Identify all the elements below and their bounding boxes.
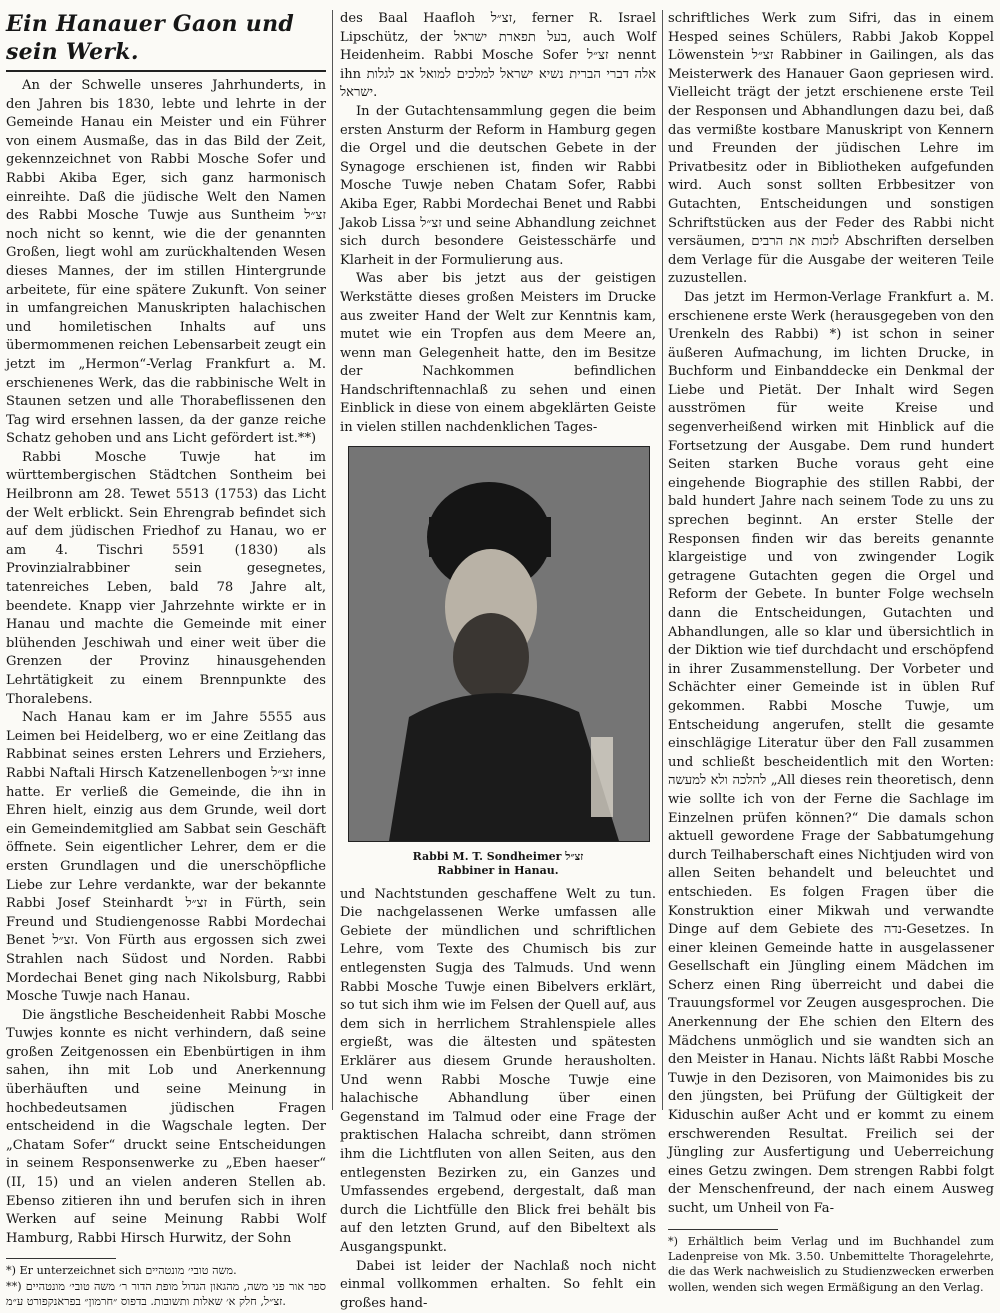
- column-rule: [332, 10, 333, 1110]
- column-1: [6, 10, 326, 1309]
- paragraph: Dabei ist leider der Nachlaß noch nicht einmal vollkommen erhalten. So fehlt ein großes hand-: [340, 1258, 656, 1311]
- paragraph: An der Schwelle unseres Jahrhunderts, in den Jahren bis 1830, lebte und lehrte in der Gemeinde Hanau ein Meister und ein Führer von einem Ausmaße, das in das Bild der Zeit, gekennzeichnet von Rabbi Mosche Sofer und Rabbi Akiba Eger, sich ganz harmonisch einreihte. Daß die jüdische Welt den Namen des Rabbi Mosche Tuwje aus Suntheim זצ״ל noch nicht so kennt, wie die der genannten Großen, liegt wohl am zurückhaltenden Wesen dieses Mannes, der im stillen Hintergrunde arbeitete, für eine spätere Zukunft. Von seiner in umfangreichen Manuskripten halachischen und homiletischen Inhalts auf uns übermommenen reichen Lebensarbeit zeugt ein jetzt im „Hermon“-Verlag Frankfurt a. M. erschienenes Werk, das die rabbinische Welt in Staunen setzen und alle Thorabeflissenen den Tag wird ersehnen lassen, da der ganze reiche Schatz gehoben und ans Licht gefördert ist.**): [6, 78, 326, 447]
- paragraph: Nach Hanau kam er im Jahre 5555 aus Leimen bei Heidelberg, wo er eine Zeitlang das Rabbinat seines ersten Lehrers und Erziehers, Rabbi Naftali Hirsch Katzenellenbogen זצ״ל inne hatte. Er verließ die Gemeinde, die ihn in Ehren hielt, einzig aus dem Grunde, weil dort ein Gemeindemitglied am Sabbat sein Geschäft öffnete. Sein eigentlicher Lehrer, dem er die ersten Grundlagen und die unerschöpfliche Liebe zur Lehre verdankte, war der bekannte Rabbi Josef Steinhardt זצ״ל in Fürth, sein Freund und Studiengenosse Rabbi Mordechai Benet זצ״ל. Von Fürth aus ergossen sich zwei Strahlen nach Südost und Norden. Rabbi Mordechai Benet ging nach Nikolsburg, Rabbi Mosche Tuwje nach Hanau.: [6, 710, 326, 1005]
- column-2: [340, 10, 657, 1311]
- footnote-rule: [668, 1229, 778, 1230]
- figure-caption: [348, 850, 648, 878]
- article-title: Ein Hanauer Gaon und sein Werk.: [6, 11, 295, 65]
- paragraph: Was aber bis jetzt aus der geistigen Werkstätte dieses großen Meisters im Drucke aus zweiter Hand der Welt zur Kenntnis kam, mutet wie ein Tropfen aus dem Meere an, wenn man Gelegenheit hatte, den im Besitze der Nachkommen befindlichen Handschriftennachlaß zu sehen und einen Einblick in diese von einem abgeklärten Geiste in vielen stillen nachdenklichen Tages-: [340, 271, 656, 436]
- paragraph: schriftliches Werk zum Sifri, das in einem Hesped seines Schülers, Rabbi Jakob Koppel Löwenstein זצ״ל Rabbiner in Gailingen, als das Meisterwerk des Hanauer Gaon gepriesen wird. Vielleicht trägt der jetzt erschienene erste Teil der Responsen und Abhandlungen dazu bei, daß das vermißte kostbare Manuskript von Kennern und Freunden der jüdischen Lehre im Privatbesitz oder in Bibliotheken aufgefunden wird. Auch sonst sollten Erbbesitzer von Gutachten, Entscheidungen und sonstigen Schriftstücken aus der Feder des Rabbi nicht versäumen, לזכות את הרבים Abschriften derselben dem Verlage für die Ausgabe der weiteren Teile zuzustellen.: [668, 11, 995, 287]
- footnote: **) ספר אור פני משה, מהגאון הגדול מופת הדור ר׳ משה טובי׳ מונטהיים זצ״ל, חלק א׳ שאלות ותשובות. בדפוס ״חרמון״ בפראנקפורט ע״מ.: [6, 1279, 326, 1309]
- column-rule: [662, 10, 663, 1110]
- footnote: *) Er unterzeichnet sich משה טובי׳ מונטהיים.: [6, 1264, 237, 1278]
- portrait-photo: [348, 446, 650, 842]
- footnote: *) Erhältlich beim Verlag und im Buchhandel zum Ladenpreise von Mk. 3.50. Unbemittelte Thoragelehrte, die das Werk nachweislich zu Studienzwecken erwerben wollen, wenden sich wegen Ermäßigung an den Verlag.: [668, 1234, 994, 1294]
- portrait-figure: [348, 446, 648, 878]
- footnote-rule: [6, 1258, 116, 1259]
- caption-name: Rabbi M. T. Sondheimer זצ״ל: [412, 849, 584, 863]
- caption-title: Rabbiner in Hanau.: [437, 863, 559, 877]
- column-3: [668, 10, 995, 1294]
- paragraph: des Baal Haafloh זצ״ל, ferner R. Israel Lipschütz, der בעל תפארת ישראל, auch Wolf Heidenheim. Rabbi Mosche Sofer זצ״ל nennt ihn אלה דברי הברית נשיא ישראל למלכים למואל אב לגלות ישראל.: [340, 11, 657, 101]
- paragraph: Die ängstliche Bescheidenheit Rabbi Mosche Tuwjes konnte es nicht verhindern, daß seine großen Zeitgenossen ein Ebenbürtigen in ihm sahen, ihn mit Lob und Anerkennung überhäuften und seine Meinung in hochbedeutsamen jüdischen Fragen entscheidend in die Wagschale legten. Der „Chatam Sofer“ druckt seine Entscheidungen in seinem Responsenwerke zu „Eben haeser“ (II, 15) und an vielen anderen Stellen ab. Ebenso zitieren ihn und berufen sich in ihren Werken auf seine Meinung Rabbi Wolf Hamburg, Rabbi Hirsch Hurwitz, der Sohn: [6, 1007, 326, 1246]
- paragraph: In der Gutachtensammlung gegen die beim ersten Ansturm der Reform in Hamburg gegen die Orgel und die deutschen Gebete in der Synagoge erschienen ist, finden wir Rabbi Mosche Tuwje neben Chatam Sofer, Rabbi Akiba Eger, Rabbi Mordechai Benet und Rabbi Jakob Lissa זצ״ל und seine Abhandlung zeichnet sich durch besondere Geistesschärfe und Klarheit in der Formulierung aus.: [340, 103, 656, 268]
- title-underline: [6, 70, 326, 72]
- paragraph: Rabbi Mosche Tuwje hat im württembergischen Städtchen Sontheim bei Heilbronn am 28. Tewet 5513 (1753) das Licht der Welt erblickt. Sein Ehrengrab befindet sich auf dem jüdischen Friedhof zu Hanau, wo er am 4. Tischri 5591 (1830) als Provinzialrabbiner sein gesegnetes, tatenreiches Leben, bald 78 Jahre alt, beendete. Knapp vier Jahrzehnte wirkte er in Hanau und machte die Gemeinde mit einer blühenden Jeschiwah und einer weit über die Grenzen der Provinz hinausgehenden Lehrtätigkeit zu einem Brennpunkte des Thoralebens.: [6, 449, 326, 707]
- paragraph: und Nachtstunden geschaffene Welt zu tun. Die nachgelassenen Werke umfassen alle Gebiete der mündlichen und schriftlichen Lehre, vom Texte des Chumisch bis zur entlegensten Sugja des Talmuds. Und wenn Rabbi Mosche Tuwje einen Bibelvers erklärt, so tut sich ihm wie im Felsen der Quell auf, aus dem sich in herrlichem Strahlenspiele alles ergießt, was die ältesten und spätesten Erklärer aus diesem Grunde herausholten. Und wenn Rabbi Mosche Tuwje eine halachische Abhandlung über einen Gegenstand im Talmud oder eine Frage der praktischen Halacha schreibt, dann strömen ihm die Lichtfluten von allen Seiten, aus den entlegensten Bezirken zu, ein Ganzes und Umfassendes ergebend, dergestalt, daß man durch die Lichtfülle den Blick frei behält bis auf den letzten Grund, auf den Bibeltext als Ausgangspunkt.: [340, 886, 656, 1255]
- paragraph: Das jetzt im Hermon-Verlage Frankfurt a. M. erschienene erste Werk (herausgegeben von den Urenkeln des Rabbi) *) ist schon in seiner äußeren Aufmachung, im lichten Drucke, in Buchform und Einbanddecke ein Denkmal der Liebe und Pietät. Der Inhalt wird Segen ausströmen für weite Kreise und segenverheißend wirken mit Hinblick auf die Fortsetzung der Ausgabe. Dem rund hundert Seiten starken Buche voraus geht eine eingehende Biographie des stillen Rabbi, der bald hundert Jahre nach seinem Tode zu uns zu sprechen beginnt. An erster Stelle der Responsen finden wir das bereits genannte klargeistige und von zwingender Logik getragene Gutachten gegen die Orgel und Reform der Gebete. In bunter Folge wechseln dann die Entscheidungen, Gutachten und Abhandlungen, alle so klar und übersichtlich in der Diktion wie tief durchdacht und erschöpfend in ihrer Zusammenstellung. Der Vorbeter und Schächter einer Gemeinde ist in üblen Ruf gekommen. Rabbi Mosche Tuwje, um Entscheidung angerufen, stellt die gesamte einschlägige Literatur über den Fall zusammen und schließt bescheidentlich mit den Worten: להלכה ולא למעשה „All dieses rein theoretisch, denn wie sollte ich von der Ferne die Sachlage im Einzelnen prüfen können?“ Die damals schon aktuell gewordene Frage der Sabbatumgehung durch Teilhaberschaft eines Nichtjuden wird von allen Seiten behandelt und beleuchtet und entschieden. Es folgen Fragen über die Konstruktion einer Mikwah und verwandte Dinge auf dem Gebiete des נדה-Gesetzes. In einer kleinen Gemeinde hatte in ausgelassener Gesellschaft ein Jüngling einem Mädchen im Scherz einen Ring überreicht und dabei die Trauungsformel vor Zeugen ausgesprochen. Die Anerkennung der Ehe schien den Eltern des Mädchens unmöglich und sie wandten sich an den Meister in Hanau. Nichts läßt Rabbi Mosche Tuwje in den Dezisoren, von Maimonides bis zu den jüngsten, bei Prüfung der Gültigkeit der Kiduschin außer Acht und er kommt zu einem erschwerenden Resultat. Freilich sei der Jüngling zur Ausfertigung und Ueberreichung eines Getzu zwingen. Dem strengen Rabbi folgt der Menschenfreund, der nach einem Ausweg sucht, um Unheil von Fa-: [668, 289, 994, 1216]
